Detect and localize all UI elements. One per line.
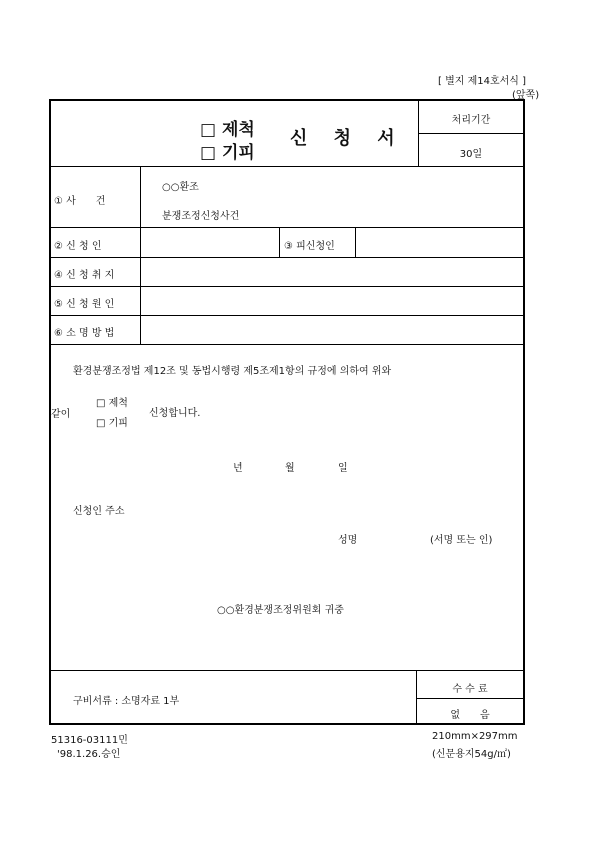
rule-row1	[50, 227, 524, 228]
statement-line-1: 환경분쟁조정법 제12조 및 동법시행령 제5조제1항의 규정에 의하여 위와	[73, 366, 392, 377]
title-option-challenge: □ 기피	[200, 143, 255, 163]
required-documents: 구비서류 : 소명자료 1부	[73, 696, 180, 707]
statement-option-challenge: □ 기피	[96, 418, 128, 429]
case-label-text: ① 사 건	[54, 196, 106, 207]
processing-period-value: 30일	[459, 149, 483, 160]
statement-suffix: 신청합니다.	[149, 408, 201, 419]
rule-title-bottom	[50, 166, 524, 167]
paper-size: 210mm×297mm	[432, 731, 518, 742]
title-option-exclusion: □ 제척	[200, 120, 255, 140]
purpose-label: ④ 신 청 취 지	[54, 270, 115, 281]
date-month: 월	[285, 463, 295, 474]
form-code: 51316-03111민	[51, 735, 128, 746]
rule-row2	[50, 257, 524, 258]
applicant-label: ② 신 청 인	[54, 241, 102, 252]
applicant-address-label: 신청인 주소	[73, 506, 125, 517]
rule-fee-mid	[416, 698, 524, 699]
case-line-2: 분쟁조정신청사건	[162, 211, 240, 222]
rule-row4	[50, 315, 524, 316]
approval-date: '98.1.26.승인	[57, 749, 121, 760]
date-year: 년	[233, 463, 243, 474]
statement-option-exclusion: □ 제척	[96, 398, 128, 409]
method-label: ⑥ 소 명 방 법	[54, 328, 115, 339]
fee-label: 수 수 료	[452, 684, 488, 695]
form-title: 신 청 서	[290, 128, 405, 149]
rule-respondent-mid	[355, 227, 356, 257]
form-number: [ 별지 제14호서식 ]	[438, 76, 527, 87]
rule-row5	[50, 344, 524, 345]
processing-period-label: 처리기간	[451, 115, 491, 126]
paper-type: (신문용지54g/㎡)	[432, 749, 511, 760]
statement-prefix: 같이	[51, 409, 71, 420]
fee-value: 없 음	[450, 710, 490, 721]
respondent-label: ③ 피신청인	[284, 241, 335, 252]
date-day: 일	[338, 463, 348, 474]
applicant-name-label: 성명	[338, 535, 358, 546]
rule-label-col	[140, 166, 141, 344]
signature-label: (서명 또는 인)	[430, 535, 493, 546]
page-side: (앞쪽)	[512, 90, 540, 101]
rule-footer-top	[50, 670, 524, 671]
case-line-1: ○○환조	[162, 182, 199, 193]
rule-row3	[50, 286, 524, 287]
reason-label: ⑤ 신 청 원 인	[54, 299, 115, 310]
case-label	[54, 192, 136, 207]
addressee: ○○환경분쟁조정위원회 귀중	[217, 605, 344, 616]
rule-period-mid	[418, 133, 524, 134]
rule-applicant-mid	[279, 227, 280, 257]
